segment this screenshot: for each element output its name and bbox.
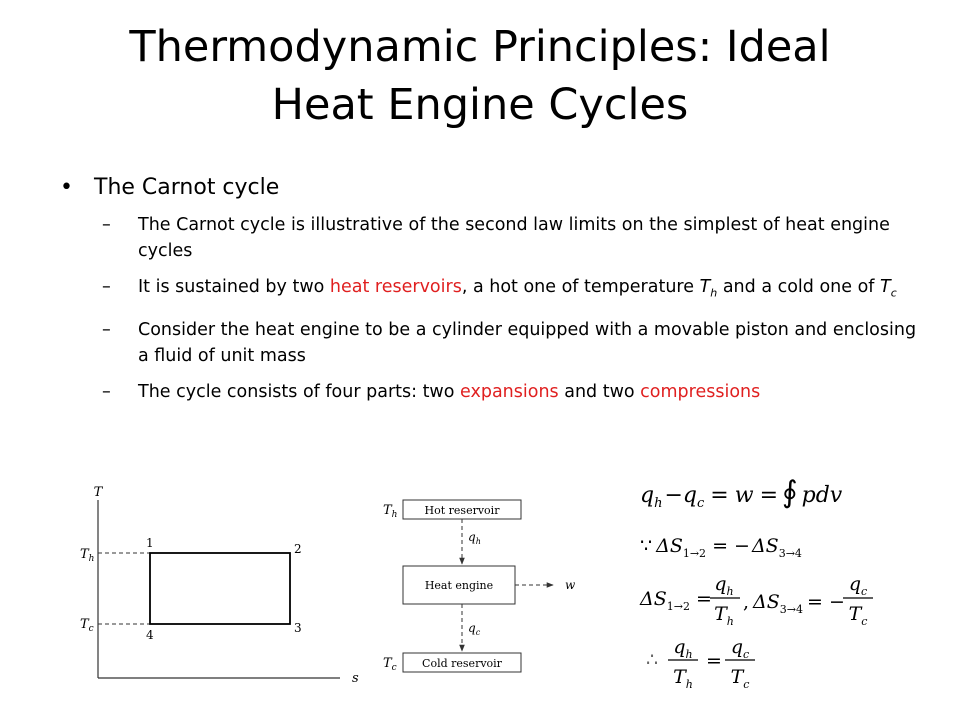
point-4-label: 4 xyxy=(146,628,154,642)
svg-text:∴: ∴ xyxy=(646,649,659,671)
sub-bullet-2-part-2: , a hot one of temperature xyxy=(461,277,700,297)
svg-text:ΔS1→2=: $\Delta S_{1\to 2}$ = xyxy=(640,588,712,613)
point-3-label: 3 xyxy=(294,621,302,635)
svg-text:Tc: $T_c$ xyxy=(730,666,750,691)
svg-text:qh: $q_h$ xyxy=(714,573,734,598)
ts-x-axis-label: s xyxy=(352,671,359,686)
bullet-carnot-label: The Carnot cycle xyxy=(94,175,280,200)
dash-marker: – xyxy=(102,215,111,235)
equation-work: $q_h-q_c = w$ = ∮ pdv xyxy=(640,475,843,511)
equation-entropy-balance: ∵ $\Delta S_{1\to 2}$ = − $\Delta S_{3\to 4}$ xyxy=(640,535,802,560)
sub-bullet-2-part-1: It is sustained by two xyxy=(138,277,330,297)
svg-text:qc: $q_c$ xyxy=(730,636,750,661)
svg-text:qc: $q_c$ xyxy=(848,573,868,598)
sub-bullet-1-text: The Carnot cycle is illustrative of the second law limits on the simplest of heat engine cycles xyxy=(138,215,890,261)
engine-th-label: $T_h$ xyxy=(383,503,398,520)
tc-tick-label: $T_c$ xyxy=(80,617,94,634)
title-line-2: Heat Engine Cycles xyxy=(271,80,689,130)
svg-text:Tc: $T_c$ xyxy=(848,603,868,628)
svg-text:=: = xyxy=(706,650,722,672)
qh-label: $q_h$ xyxy=(468,530,481,546)
svg-text:,ΔS3→4= −: , $\Delta S_{3\to 4}$ = − xyxy=(743,591,845,616)
engine-diagram xyxy=(383,500,576,673)
point-2-label: 2 xyxy=(294,542,302,556)
cold-reservoir-label: Cold reservoir xyxy=(422,657,502,670)
point-1-label: 1 xyxy=(146,536,154,550)
hot-reservoir-label: Hot reservoir xyxy=(424,504,500,517)
work-label: w xyxy=(565,578,576,592)
heat-reservoirs-highlight: heat reservoirs xyxy=(329,277,462,297)
heat-engine-label: Heat engine xyxy=(424,579,494,592)
expansions-highlight: expansions xyxy=(460,381,559,402)
svg-text:qh: $q_h$ xyxy=(673,636,693,661)
th-tick-label: $T_h$ xyxy=(80,547,95,564)
equations xyxy=(639,475,873,691)
qc-label: $q_c$ xyxy=(468,621,481,637)
var-th: $T_h$ xyxy=(699,277,718,300)
svg-text:Th: $T_h$ xyxy=(714,603,734,628)
sub-bullet-2-part-3: and a cold one of xyxy=(717,277,881,297)
title-line-1: Thermodynamic Principles: Ideal xyxy=(129,22,831,72)
compressions-highlight: compressions xyxy=(640,381,761,402)
sub-bullet-4-part-2: and two xyxy=(558,381,641,402)
engine-tc-label: $T_c$ xyxy=(383,656,397,673)
equation-ratio xyxy=(646,636,755,691)
ts-y-axis-label: T xyxy=(93,485,103,500)
var-tc: $T_c$ xyxy=(880,277,897,300)
dash-marker: – xyxy=(102,277,111,297)
ts-diagram xyxy=(80,485,359,686)
equation-entropy-changes xyxy=(639,573,873,628)
dash-marker: – xyxy=(102,381,111,402)
carnot-cycle-rect xyxy=(150,553,290,624)
svg-text:Th: $T_h$ xyxy=(673,666,693,691)
sub-bullet-3-text: Consider the heat engine to be a cylinder equipped with a movable piston and enclosing a fluid of unit mass xyxy=(138,319,917,366)
dash-marker: – xyxy=(102,319,111,340)
sub-bullet-4-part-1: The cycle consists of four parts: two xyxy=(138,381,461,402)
bullet-dot: • xyxy=(60,175,73,200)
